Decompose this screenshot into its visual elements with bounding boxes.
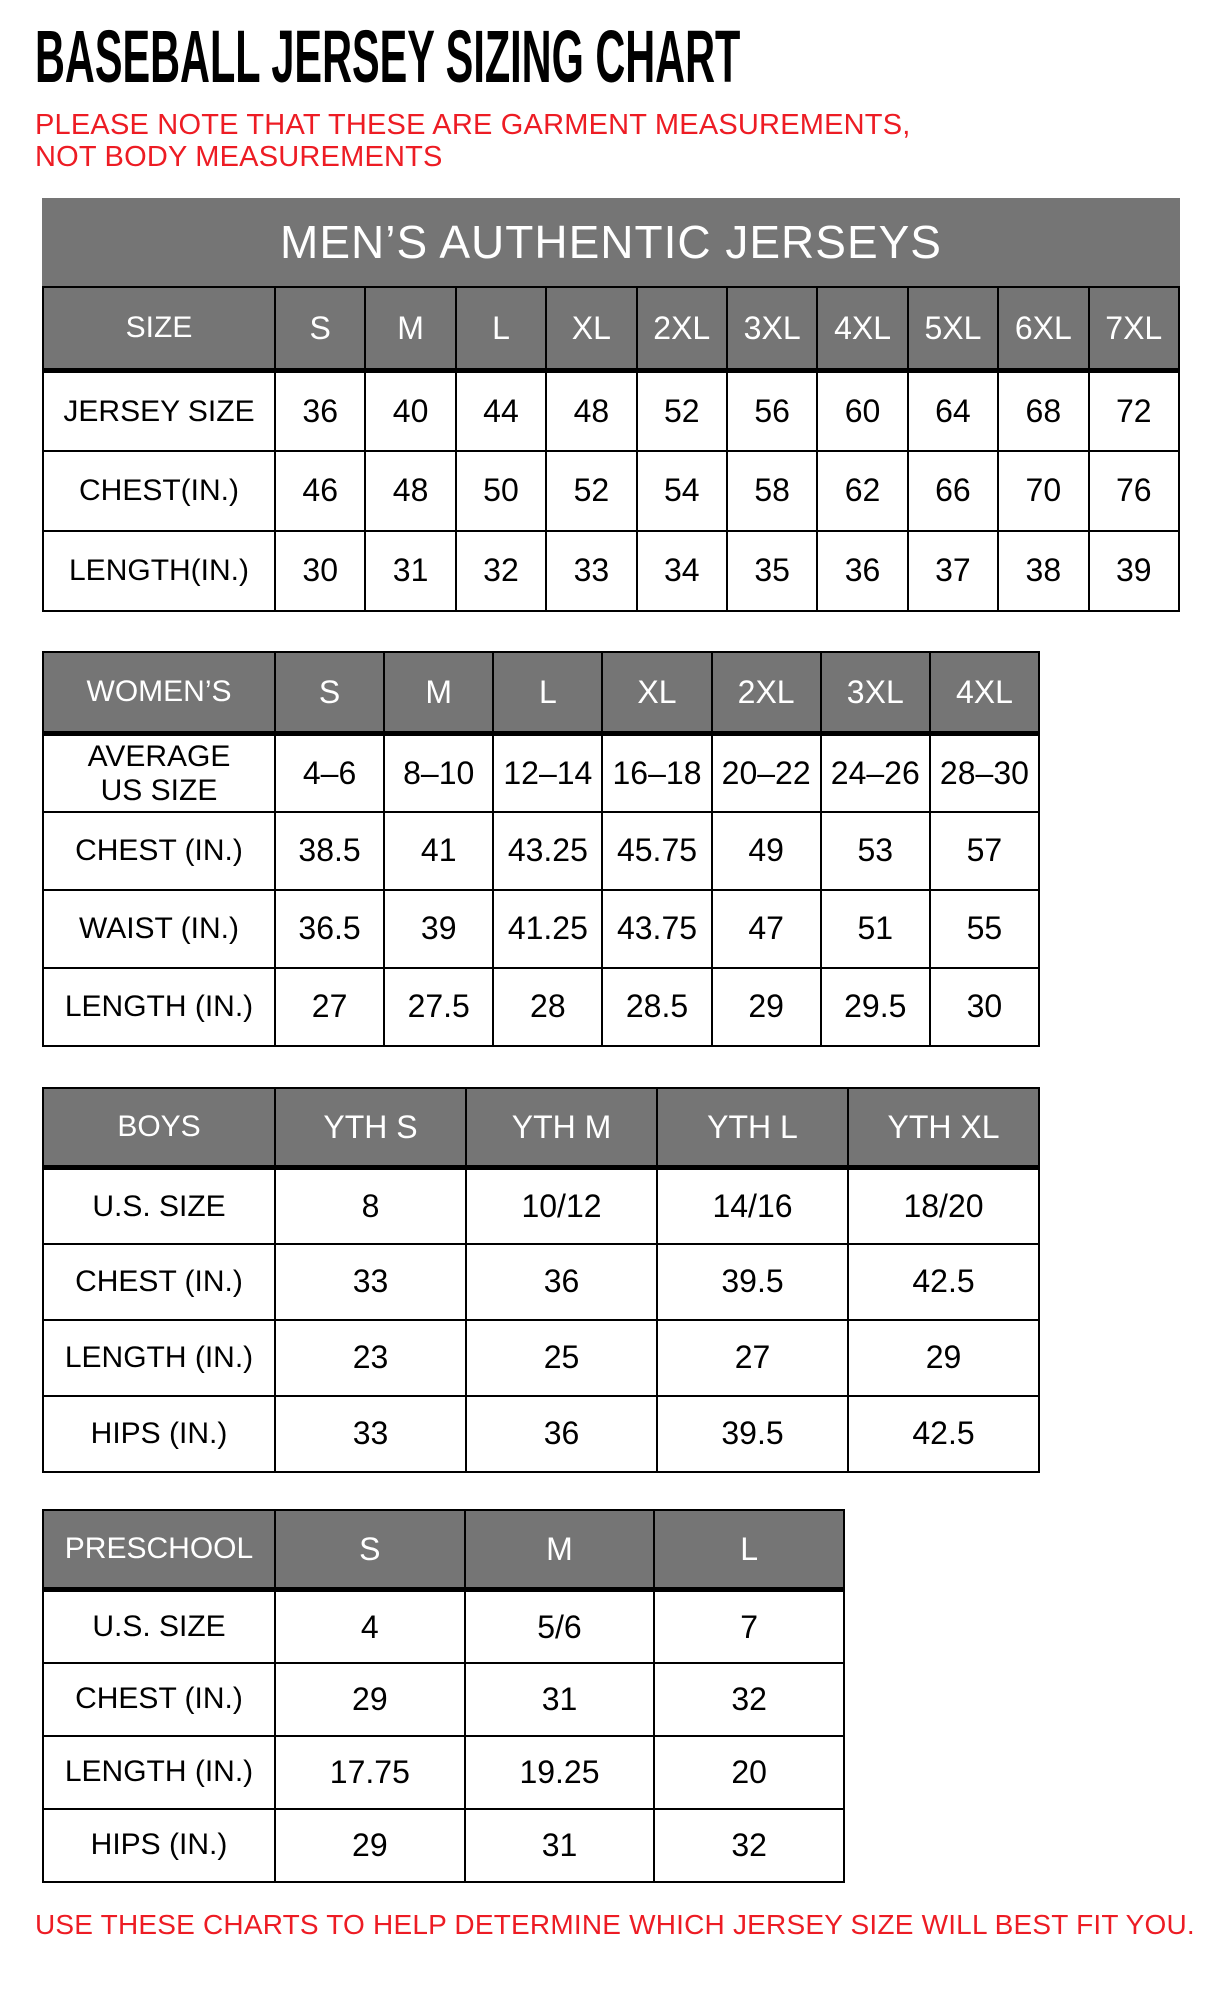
cell-value: 4 (275, 1590, 465, 1663)
cell-value: 18/20 (848, 1168, 1039, 1244)
cell-value: 52 (546, 451, 636, 531)
cell-value: 32 (456, 531, 546, 611)
row-label: CHEST (IN.) (43, 1244, 275, 1320)
cell-value: 36 (466, 1396, 657, 1472)
header-row (43, 1510, 844, 1590)
row-label-header: SIZE (43, 287, 275, 371)
cell-value: 49 (712, 812, 821, 890)
cell-value: 64 (908, 371, 998, 451)
cell-value: 10/12 (466, 1168, 657, 1244)
cell-value: 29.5 (821, 968, 930, 1046)
table-row (43, 1244, 1039, 1320)
table-row (43, 812, 1039, 890)
cell-value: 29 (275, 1663, 465, 1736)
cell-value: 47 (712, 890, 821, 968)
column-header: 3XL (727, 287, 817, 371)
measurement-note: PLEASE NOTE THAT THESE ARE GARMENT MEASUREMENTS, NOT BODY MEASUREMENTS (35, 108, 911, 174)
column-header: YTH L (657, 1088, 848, 1168)
cell-value: 46 (275, 451, 365, 531)
cell-value: 27 (275, 968, 384, 1046)
mens-table-banner: MEN’S AUTHENTIC JERSEYS (42, 198, 1180, 286)
row-label: HIPS (IN.) (43, 1396, 275, 1472)
size-tables (42, 198, 1220, 1883)
row-label: AVERAGE US SIZE (43, 734, 275, 812)
cell-value: 33 (275, 1244, 466, 1320)
cell-value: 45.75 (602, 812, 711, 890)
column-header: XL (546, 287, 636, 371)
cell-value: 40 (365, 371, 455, 451)
table-row (43, 371, 1179, 451)
cell-value: 31 (365, 531, 455, 611)
womens-size-table (42, 651, 1040, 1047)
column-header: L (493, 652, 602, 734)
table-row (43, 1809, 844, 1882)
table-row (43, 890, 1039, 968)
cell-value: 25 (466, 1320, 657, 1396)
cell-value: 38.5 (275, 812, 384, 890)
header-row (43, 287, 1179, 371)
column-header: 5XL (908, 287, 998, 371)
column-header: L (654, 1510, 844, 1590)
row-label: HIPS (IN.) (43, 1809, 275, 1882)
cell-value: 16–18 (602, 734, 711, 812)
page-title (35, 15, 1220, 98)
cell-value: 36 (817, 531, 907, 611)
cell-value: 17.75 (275, 1736, 465, 1809)
cell-value: 53 (821, 812, 930, 890)
cell-value: 42.5 (848, 1244, 1039, 1320)
cell-value: 4–6 (275, 734, 384, 812)
cell-value: 39 (384, 890, 493, 968)
boys-size-table (42, 1087, 1040, 1473)
cell-value: 50 (456, 451, 546, 531)
cell-value: 30 (275, 531, 365, 611)
row-label: CHEST (IN.) (43, 1663, 275, 1736)
header-row (43, 652, 1039, 734)
cell-value: 29 (848, 1320, 1039, 1396)
cell-value: 70 (998, 451, 1088, 531)
cell-value: 5/6 (465, 1590, 655, 1663)
cell-value: 33 (546, 531, 636, 611)
cell-value: 36 (466, 1244, 657, 1320)
column-header: 2XL (637, 287, 727, 371)
table-row (43, 1663, 844, 1736)
cell-value: 39 (1089, 531, 1179, 611)
cell-value: 20 (654, 1736, 844, 1809)
cell-value: 57 (930, 812, 1039, 890)
cell-value: 33 (275, 1396, 466, 1472)
column-header: 6XL (998, 287, 1088, 371)
cell-value: 39.5 (657, 1396, 848, 1472)
row-label-header: WOMEN’S (43, 652, 275, 734)
row-label: CHEST(IN.) (43, 451, 275, 531)
cell-value: 34 (637, 531, 727, 611)
column-header: XL (602, 652, 711, 734)
mens-size-table (42, 286, 1180, 612)
column-header: M (465, 1510, 655, 1590)
table-row (43, 1168, 1039, 1244)
header-row (43, 1088, 1039, 1168)
cell-value: 43.75 (602, 890, 711, 968)
cell-value: 14/16 (657, 1168, 848, 1244)
cell-value: 52 (637, 371, 727, 451)
cell-value: 37 (908, 531, 998, 611)
column-header: M (365, 287, 455, 371)
cell-value: 24–26 (821, 734, 930, 812)
table-row (43, 531, 1179, 611)
cell-value: 7 (654, 1590, 844, 1663)
column-header: YTH M (466, 1088, 657, 1168)
table-row (43, 1736, 844, 1809)
cell-value: 28 (493, 968, 602, 1046)
cell-value: 55 (930, 890, 1039, 968)
table-row (43, 1320, 1039, 1396)
column-header: 2XL (712, 652, 821, 734)
row-label: U.S. SIZE (43, 1590, 275, 1663)
column-header: S (275, 1510, 465, 1590)
cell-value: 42.5 (848, 1396, 1039, 1472)
column-header: 4XL (817, 287, 907, 371)
table-row (43, 1396, 1039, 1472)
column-header: L (456, 287, 546, 371)
row-label: JERSEY SIZE (43, 371, 275, 451)
cell-value: 27 (657, 1320, 848, 1396)
row-label: LENGTH (IN.) (43, 1320, 275, 1396)
cell-value: 32 (654, 1663, 844, 1736)
page-title-text: BASEBALL JERSEY SIZING CHART (35, 15, 741, 98)
cell-value: 51 (821, 890, 930, 968)
cell-value: 36 (275, 371, 365, 451)
cell-value: 35 (727, 531, 817, 611)
cell-value: 27.5 (384, 968, 493, 1046)
table-row (43, 734, 1039, 812)
cell-value: 29 (712, 968, 821, 1046)
row-label: WAIST (IN.) (43, 890, 275, 968)
cell-value: 48 (365, 451, 455, 531)
column-header: M (384, 652, 493, 734)
cell-value: 48 (546, 371, 636, 451)
row-label: LENGTH (IN.) (43, 968, 275, 1046)
cell-value: 12–14 (493, 734, 602, 812)
table-row (43, 451, 1179, 531)
row-label: U.S. SIZE (43, 1168, 275, 1244)
cell-value: 58 (727, 451, 817, 531)
row-label-header: BOYS (43, 1088, 275, 1168)
cell-value: 62 (817, 451, 907, 531)
cell-value: 31 (465, 1809, 655, 1882)
cell-value: 76 (1089, 451, 1179, 531)
cell-value: 41.25 (493, 890, 602, 968)
column-header: S (275, 287, 365, 371)
cell-value: 66 (908, 451, 998, 531)
cell-value: 39.5 (657, 1244, 848, 1320)
cell-value: 28–30 (930, 734, 1039, 812)
column-header: 3XL (821, 652, 930, 734)
cell-value: 30 (930, 968, 1039, 1046)
footer-note: USE THESE CHARTS TO HELP DETERMINE WHICH JERSEY SIZE WILL BEST FIT YOU. (35, 1908, 1195, 1940)
cell-value: 43.25 (493, 812, 602, 890)
table-row (43, 968, 1039, 1046)
row-label-header: PRESCHOOL (43, 1510, 275, 1590)
cell-value: 28.5 (602, 968, 711, 1046)
row-label: LENGTH (IN.) (43, 1736, 275, 1809)
cell-value: 72 (1089, 371, 1179, 451)
column-header: S (275, 652, 384, 734)
column-header: 7XL (1089, 287, 1179, 371)
cell-value: 54 (637, 451, 727, 531)
cell-value: 29 (275, 1809, 465, 1882)
row-label: LENGTH(IN.) (43, 531, 275, 611)
cell-value: 68 (998, 371, 1088, 451)
column-header: YTH XL (848, 1088, 1039, 1168)
cell-value: 44 (456, 371, 546, 451)
cell-value: 60 (817, 371, 907, 451)
row-label: CHEST (IN.) (43, 812, 275, 890)
cell-value: 23 (275, 1320, 466, 1396)
column-header: 4XL (930, 652, 1039, 734)
cell-value: 8 (275, 1168, 466, 1244)
cell-value: 41 (384, 812, 493, 890)
cell-value: 36.5 (275, 890, 384, 968)
cell-value: 31 (465, 1663, 655, 1736)
cell-value: 38 (998, 531, 1088, 611)
cell-value: 32 (654, 1809, 844, 1882)
table-row (43, 1590, 844, 1663)
cell-value: 20–22 (712, 734, 821, 812)
preschool-size-table (42, 1509, 845, 1883)
cell-value: 8–10 (384, 734, 493, 812)
cell-value: 19.25 (465, 1736, 655, 1809)
column-header: YTH S (275, 1088, 466, 1168)
cell-value: 56 (727, 371, 817, 451)
